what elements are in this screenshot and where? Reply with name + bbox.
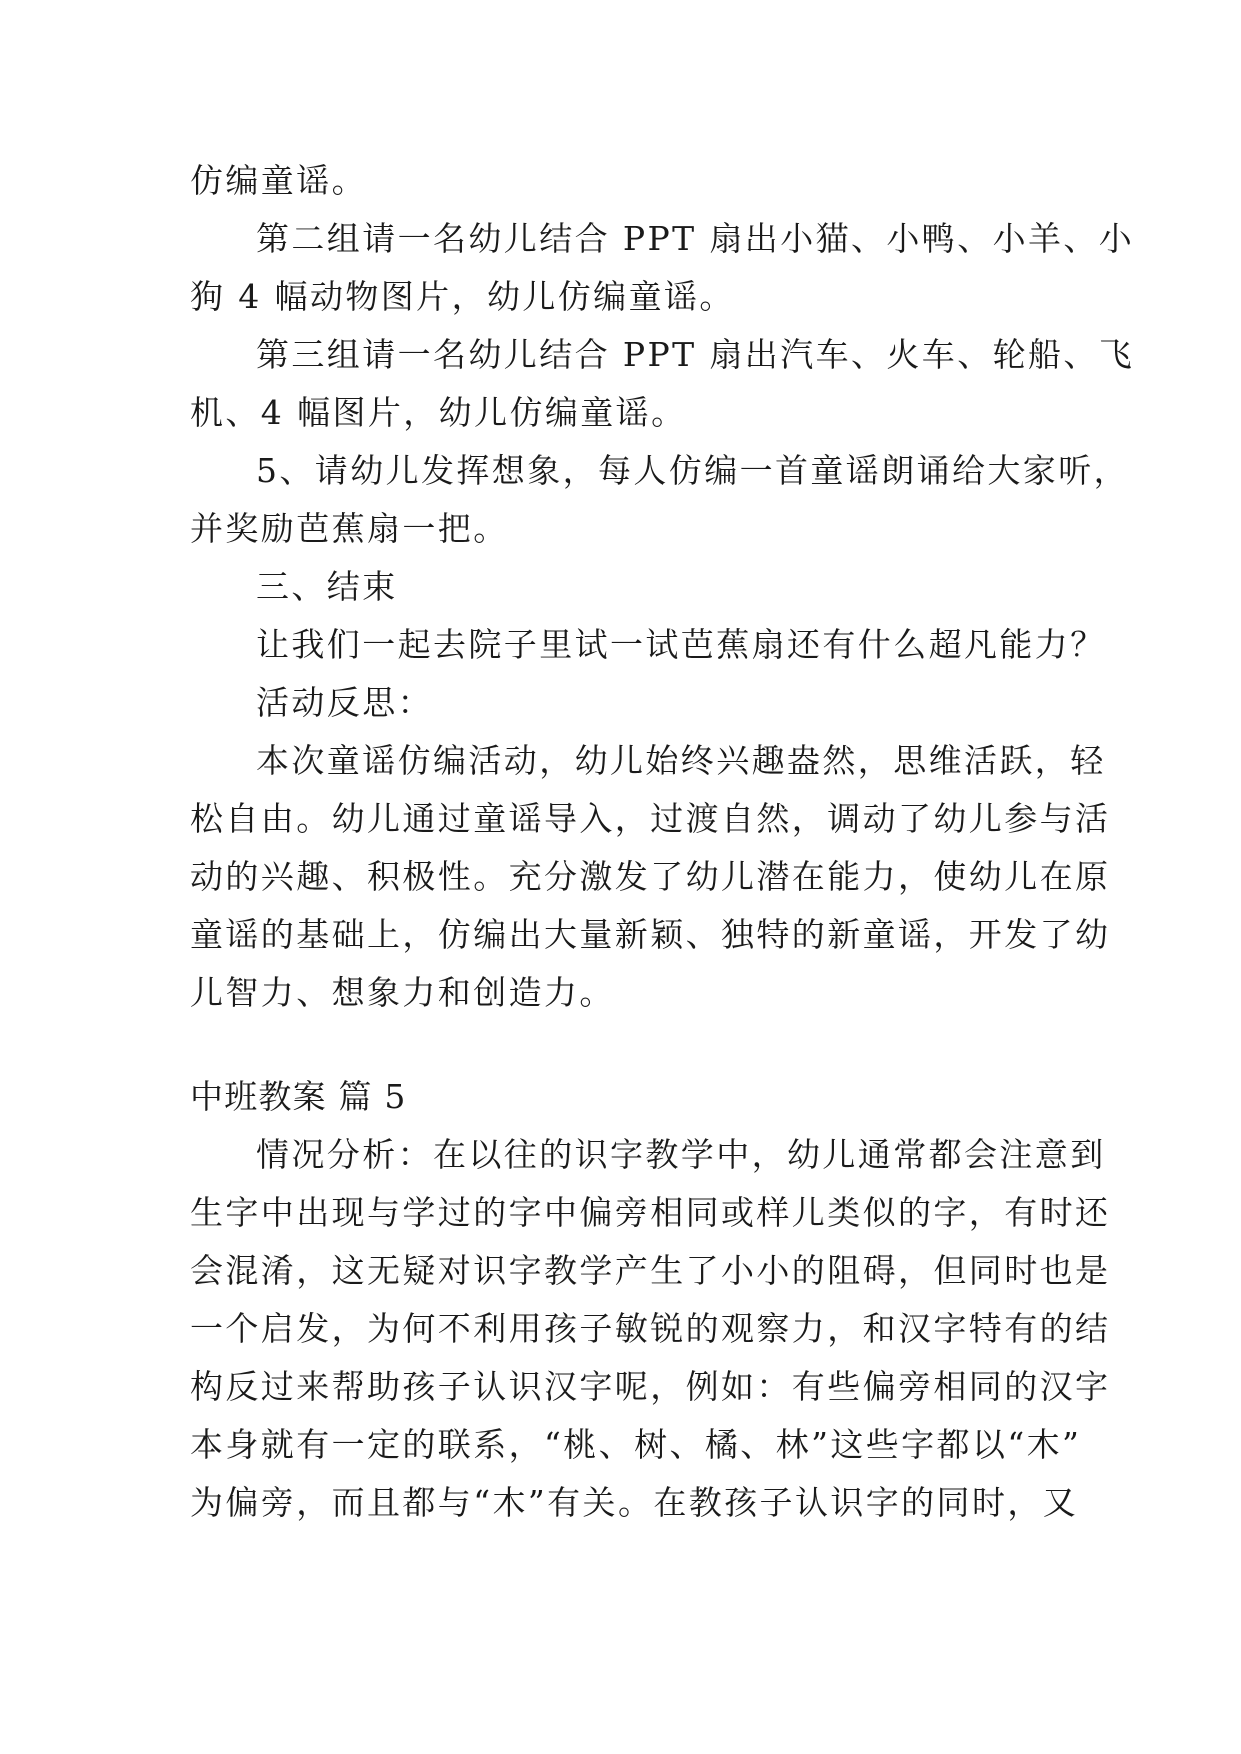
- text-line: 生字中出现与学过的字中偏旁相同或样儿类似的字，有时还: [190, 1193, 1111, 1232]
- text-line: 狗 4 幅动物图片，幼儿仿编童谣。: [190, 277, 735, 316]
- text-line: 并奖励芭蕉扇一把。: [190, 509, 509, 548]
- text-line: 动的兴趣、积极性。充分激发了幼儿潜在能力，使幼儿在原: [190, 857, 1111, 896]
- text-line: 活动反思：: [256, 683, 433, 722]
- text-line: 本身就有一定的联系，“桃、树、橘、林”这些字都以“木”: [190, 1425, 1082, 1464]
- text-line: 松自由。幼儿通过童谣导入，过渡自然，调动了幼儿参与活: [190, 799, 1111, 838]
- text-line: 仿编童谣。: [190, 161, 367, 200]
- text-line: 机、4 幅图片，幼儿仿编童谣。: [190, 393, 687, 432]
- text-line: 构反过来帮助孩子认识汉字呢，例如：有些偏旁相同的汉字: [190, 1367, 1111, 1406]
- text-line: 为偏旁，而且都与“木”有关。在教孩子认识字的同时，又: [190, 1483, 1079, 1522]
- text-line: 5、请幼儿发挥想象，每人仿编一首童谣朗诵给大家听，: [256, 451, 1129, 490]
- text-line: 会混淆，这无疑对识字教学产生了小小的阻碍，但同时也是: [190, 1251, 1111, 1290]
- text-line: 三、结束: [256, 567, 398, 606]
- text-line: 一个启发，为何不利用孩子敏锐的观察力，和汉字特有的结: [190, 1309, 1111, 1348]
- section-gap: [190, 1022, 1060, 1068]
- text-line: 第三组请一名幼儿结合 PPT 扇出汽车、火车、轮船、飞: [256, 335, 1135, 374]
- section-title: 中班教案 篇 5: [190, 1077, 407, 1116]
- document-page: [190, 152, 1135, 1532]
- text-line: 儿智力、想象力和创造力。: [190, 973, 615, 1012]
- text-line: 情况分析：在以往的识字教学中，幼儿通常都会注意到: [256, 1135, 1106, 1174]
- text-line: 第二组请一名幼儿结合 PPT 扇出小猫、小鸭、小羊、小: [256, 219, 1135, 258]
- text-line: 本次童谣仿编活动，幼儿始终兴趣盎然，思维活跃，轻: [256, 741, 1106, 780]
- text-line: 让我们一起去院子里试一试芭蕉扇还有什么超凡能力？: [256, 625, 1106, 664]
- text-line: 童谣的基础上，仿编出大量新颖、独特的新童谣，开发了幼: [190, 915, 1111, 954]
